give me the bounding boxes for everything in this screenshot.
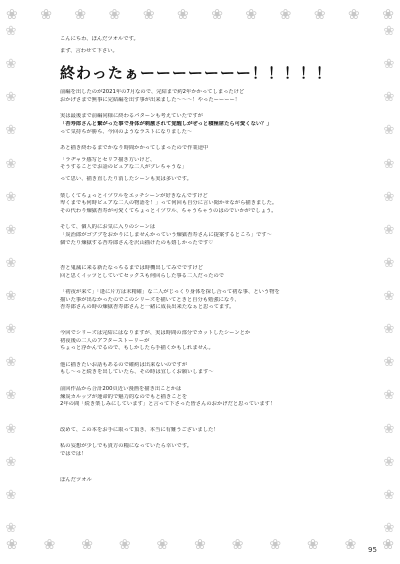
paragraph-line: 「ラヂャラ感写とセリフ描き方いけど、 [60,156,156,163]
paragraph-line: おかげさまで無事に完結編を出す事が出来ました〜〜〜！やったーーーー！ [60,96,241,103]
paragraph-line: って気持ちが勝ち、今回のようなラストになりました〜 [60,128,193,135]
flower-icon: ❀ [5,57,17,73]
headline: 終わったぁーーーーーーー！！！！！ [60,64,332,83]
flower-icon: ❀ [231,537,244,553]
flower-icon: ❀ [383,255,395,271]
flower-icon: ❀ [382,537,394,553]
flower-icon: ❀ [81,537,93,553]
paragraph-line: あと描き終わるまでかなり時間かかってしまったので作業途中 [60,145,209,152]
flower-icon: ❀ [383,388,395,404]
right-floral-border [382,24,396,536]
flower-icon: ❀ [118,537,131,553]
flower-icon: ❀ [383,90,395,106]
flower-icon: ❀ [5,487,17,503]
flower-icon: ❀ [5,289,17,304]
flower-icon: ❀ [383,289,395,304]
flower-icon: ❀ [40,7,52,23]
paragraph-line: 実は最後まで前編同様に終わるパターンも考えていたですが [60,113,203,120]
flower-icon: ❀ [344,537,357,553]
paragraph-line: その代わり煉獄杏寿が可愛くてちょっとイヅワル、ちゃうちゃうのはのでいかがでしょう。 [60,207,277,214]
flower-icon: ❀ [5,388,17,404]
paragraph-line: 回と思くイッツとしていてセックスも何回らした事る二人だったので [60,272,225,279]
paragraph-line: って思い、描き直したり消したシーンも実は多いです。 [60,175,192,182]
flower-icon: ❀ [177,7,189,23]
paragraph-line: 前編を出したのが2021年の7月なので、完結まで約2年かかってしまったけど [60,89,245,96]
flower-icon: ❀ [269,537,282,553]
paragraph-line: 杏と鬼滅に来る新たなっちるまでは時機出してみでですけど [60,265,204,272]
paragraph-line: もし〜っと続きを出していたら、その時は宜しくお願いします〜 [60,369,214,376]
bottom-floral-border [0,536,400,554]
paragraph-line: 「炭治郎がゴブブをおかりにしませんかっていう煉獄杏寿さんに提案するところ」です〜 [60,231,272,238]
greeting-line: まず、言わせて下さい。 [60,47,118,54]
greeting-line: こんにちわ、ぽんだツオルです。 [60,36,139,42]
flower-icon: ❀ [43,537,56,553]
flower-icon: ❀ [383,222,395,238]
paragraph-line: 描いた事が出なかったのでこのシリーズを描いてときと自分も勉強になり、 [60,296,240,303]
flower-icon: ❀ [5,421,17,437]
flower-icon: ❀ [5,222,17,238]
flower-icon: ❀ [5,520,17,536]
paragraph-line: 前回作品から合計200頁近い漫画を描き出ことかは [60,386,182,393]
flower-icon: ❀ [6,537,18,553]
flower-icon: ❀ [383,454,395,470]
flower-icon: ❀ [5,24,17,39]
flower-icon: ❀ [383,322,395,338]
flower-icon: ❀ [5,355,17,371]
flower-icon: ❀ [5,156,17,172]
paragraph-line: ちょっと浮かんでるので、もしかしたら手描くかもしれません。 [60,345,214,352]
flower-icon: ❀ [383,520,395,536]
flower-icon: ❀ [5,123,17,139]
paragraph-line: 卑くまでも何時ピュアな二人の物語を！」って何回も自分に言い聞かせながら描きました。 [60,200,278,207]
flower-icon: ❀ [382,7,394,23]
flower-icon: ❀ [383,421,395,437]
flower-icon: ❀ [383,123,395,139]
paragraph-line: 「初夜が来て」「逢に片方は末精確」な二人がじっくり身体を探し合って初な事、という物を [60,289,280,296]
paragraph-line: 楽しくてちょっとイヅワルをエッチシーンが好きなんですけど [60,192,208,199]
paragraph-line: 初夜後の二人のアフターストーリーが [60,337,150,344]
flower-icon: ❀ [383,487,395,503]
page-number: 95 [368,546,377,554]
flower-icon: ❀ [5,90,17,106]
paragraph-line: そうすることでお話のピュアな二人がプレちゃうな」 [60,164,187,171]
paragraph-line: 改めて、この本をお手に取って頂き、本当に有難うございました！ [60,426,219,433]
flower-icon: ❀ [142,7,155,23]
afterword-text [60,36,360,484]
flower-icon: ❀ [348,7,360,23]
flower-icon: ❀ [5,255,17,271]
flower-icon: ❀ [6,7,18,23]
paragraph-line: 2年の間「続き楽しみにしています」と言って下さった皆さんのおかげだと思っています！ [60,401,276,408]
flower-icon: ❀ [194,537,206,553]
paragraph-line: 煉炭カルップが運命的で魅力的なのでもと描きことを [60,393,188,400]
paragraph-line: 他に描きたいお話もあるので確約は出来ないのですが [60,361,188,368]
flower-icon: ❀ [5,454,17,470]
signature: ぽんだツオル [60,476,92,483]
flower-icon: ❀ [307,537,319,553]
paragraph-line: そして、個人的にお気に入りのシーンは [60,224,156,231]
flower-icon: ❀ [383,57,395,73]
flower-icon: ❀ [5,189,17,205]
flower-icon: ❀ [313,7,326,23]
paragraph-line: 個でたり煉獄する杏寿郎さんを沢山描けたのも嬉しかったです♡ [60,239,214,246]
flower-icon: ❀ [383,24,395,39]
flower-icon: ❀ [383,156,395,172]
flower-icon: ❀ [279,7,292,23]
flower-icon: ❀ [383,189,395,205]
flower-icon: ❀ [108,7,121,23]
flower-icon: ❀ [5,322,17,338]
paragraph-line: 私の妄想が少しでも貴方の糧になっていたら幸いです。 [60,443,192,450]
flower-icon: ❀ [383,355,395,371]
paragraph-line: 杏寿郎さんの時の煉獄杏寿郎さんと一緒に成長出来たなぁと思ってます。 [60,304,235,311]
flower-icon: ❀ [245,7,258,23]
left-floral-border [4,24,18,536]
paragraph-line: 今回でシリーズは完結にはなりますが、実は時間の部分でカットしたシーンとか [60,330,251,337]
flower-icon: ❀ [156,537,169,553]
flower-icon: ❀ [74,7,87,23]
flower-icon: ❀ [211,7,223,23]
paragraph-line: ではでは！ [60,451,87,457]
top-floral-border [0,6,400,24]
paragraph-line: 「杏寿郎さんと繋がった事で身体が刺激されて覚醒しがぜっと積極席たら可愛くない？」 [60,120,272,127]
